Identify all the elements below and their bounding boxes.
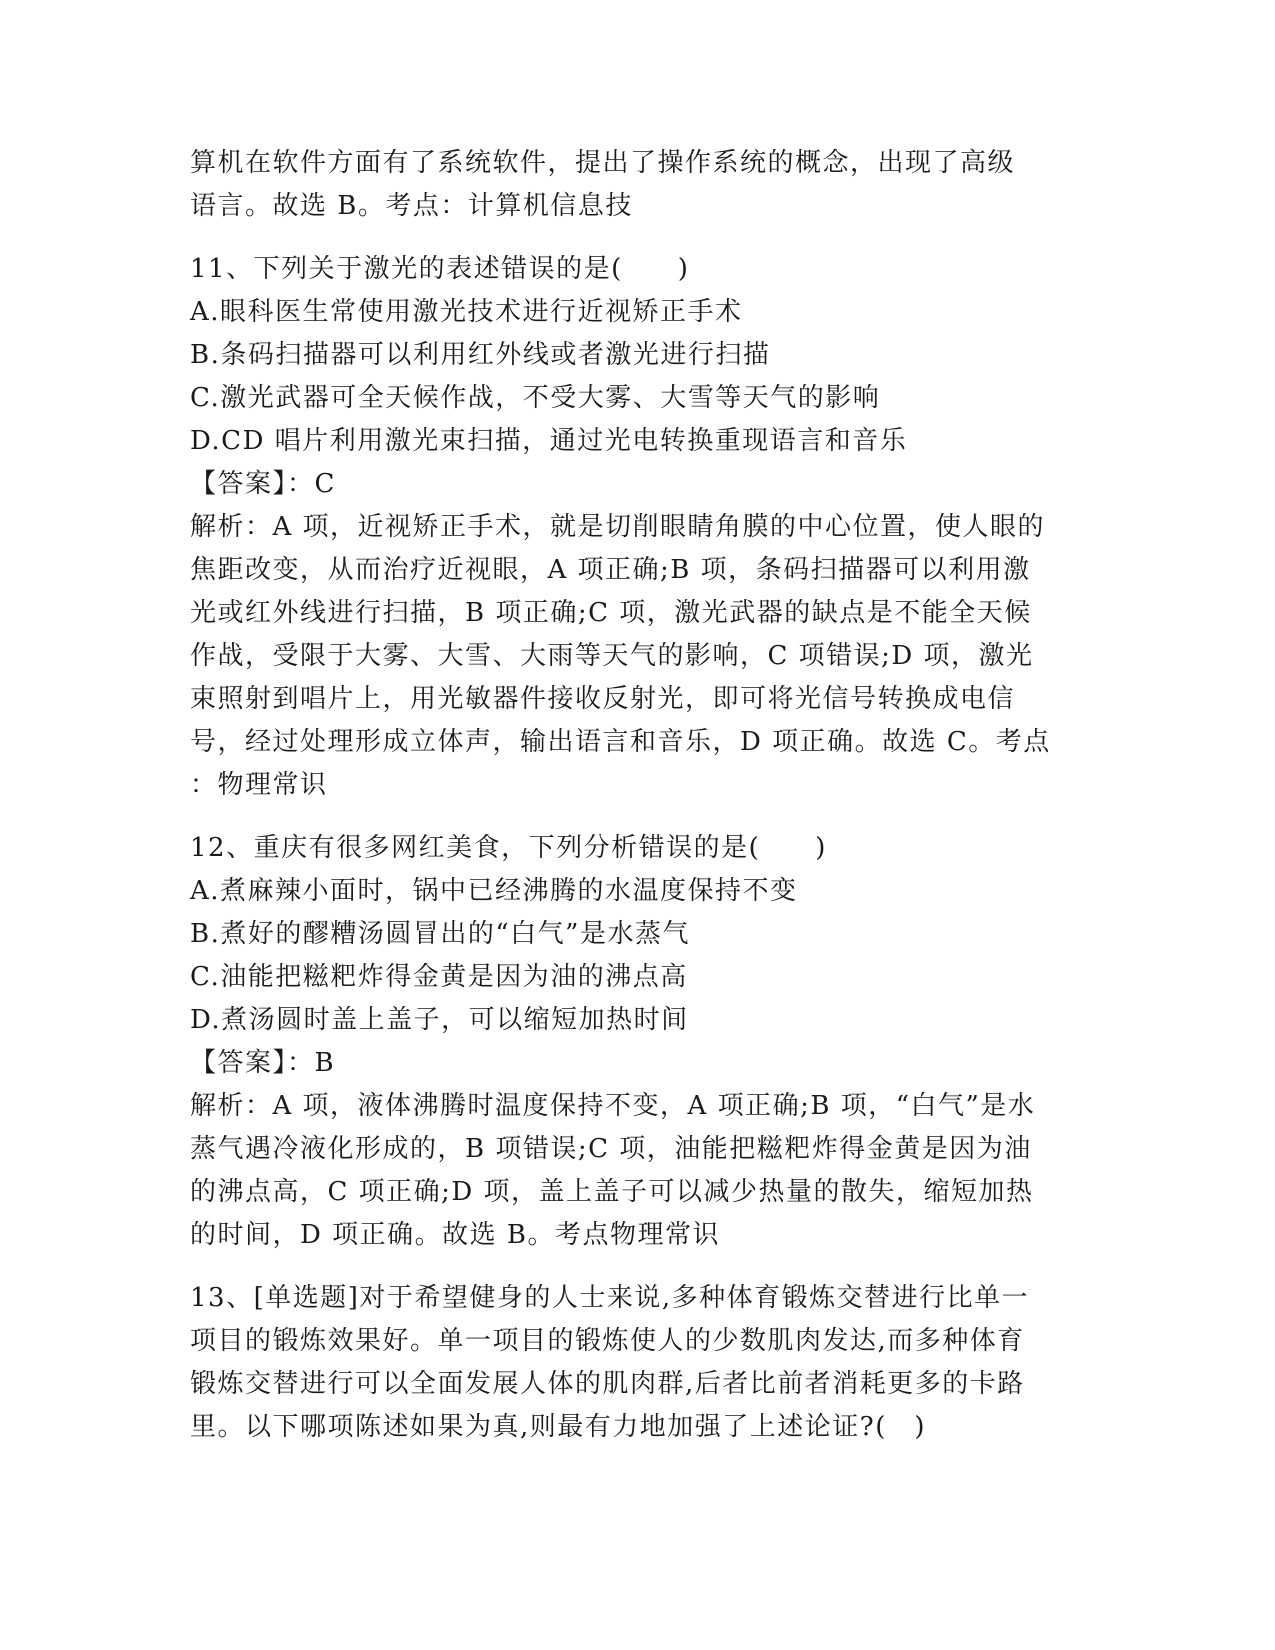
option-c: C.激光武器可全天候作战，不受大雾、大雪等天气的影响	[190, 383, 881, 413]
answer-label: 【答案】：B	[190, 1048, 336, 1078]
question-stem: 12、重庆有很多网红美食，下列分析错误的是( )	[190, 833, 827, 863]
option-b: B.煮好的醪糟汤圆冒出的“白气”是水蒸气	[190, 919, 690, 949]
question-stem: 里。以下哪项陈述如果为真,则最有力地加强了上述论证?( )	[190, 1412, 926, 1442]
question-stem: 锻炼交替进行可以全面发展人体的肌肉群,后者比前者消耗更多的卡路	[190, 1369, 1025, 1399]
option-d: D.CD 唱片利用激光束扫描，通过光电转换重现语言和音乐	[190, 426, 908, 456]
analysis-line: 号，经过处理形成立体声，输出语言和音乐，D 项正确。故选 C。考点	[190, 727, 1051, 757]
intro-line: 算机在软件方面有了系统软件，提出了操作系统的概念，出现了高级	[190, 148, 1016, 178]
analysis-line: 解析：A 项，近视矫正手术，就是切削眼睛角膜的中心位置，使人眼的	[190, 512, 1046, 542]
analysis-line: 蒸气遇冷液化形成的，B 项错误;C 项，油能把糍粑炸得金黄是因为油	[190, 1134, 1032, 1164]
option-a: A.煮麻辣小面时，锅中已经沸腾的水温度保持不变	[190, 876, 798, 906]
intro-paragraph	[190, 142, 1090, 228]
question-stem: 11、下列关于激光的表述错误的是( )	[190, 254, 690, 284]
question-12	[190, 827, 1090, 1257]
answer-label: 【答案】：C	[190, 469, 336, 499]
analysis-line: 焦距改变，从而治疗近视眼，A 项正确;B 项，条码扫描器可以利用激	[190, 555, 1031, 585]
analysis-line: 束照射到唱片上，用光敏器件接收反射光，即可将光信号转换成电信	[190, 684, 1016, 714]
document-page	[190, 142, 1090, 1449]
analysis-line: 作战，受限于大雾、大雪、大雨等天气的影响，C 项错误;D 项，激光	[190, 641, 1034, 671]
question-11	[190, 248, 1090, 807]
option-d: D.煮汤圆时盖上盖子，可以缩短加热时间	[190, 1005, 689, 1035]
analysis-line: ：物理常识	[190, 770, 328, 800]
analysis-line: 解析：A 项，液体沸腾时温度保持不变，A 项正确;B 项，“白气”是水	[190, 1091, 1036, 1121]
option-a: A.眼科医生常使用激光技术进行近视矫正手术	[190, 297, 743, 327]
analysis-line: 的沸点高，C 项正确;D 项，盖上盖子可以减少热量的散失，缩短加热	[190, 1177, 1034, 1207]
option-c: C.油能把糍粑炸得金黄是因为油的沸点高	[190, 962, 688, 992]
analysis-line: 的时间，D 项正确。故选 B。考点物理常识	[190, 1220, 720, 1250]
question-stem: 项目的锻炼效果好。单一项目的锻炼使人的少数肌肉发达,而多种体育	[190, 1326, 1025, 1356]
analysis-line: 光或红外线进行扫描，B 项正确;C 项，激光武器的缺点是不能全天候	[190, 598, 1032, 628]
intro-line: 语言。故选 B。考点：计算机信息技	[190, 191, 633, 221]
question-13	[190, 1277, 1090, 1449]
option-b: B.条码扫描器可以利用红外线或者激光进行扫描	[190, 340, 771, 370]
question-stem: 13、[单选题]对于希望健身的人士来说,多种体育锻炼交替进行比单一	[190, 1283, 1030, 1313]
